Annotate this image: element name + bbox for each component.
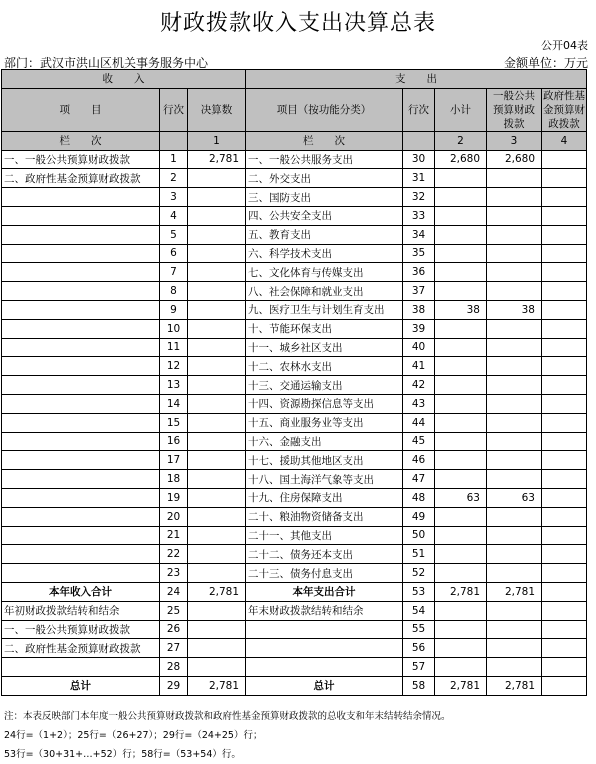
income-amount	[188, 545, 246, 564]
income-amount	[188, 319, 246, 338]
expense-subtotal	[435, 376, 487, 395]
expense-row-no: 49	[403, 507, 435, 526]
income-row-no: 3	[160, 188, 188, 207]
expense-row-no: 31	[403, 169, 435, 188]
expense-subtotal	[435, 526, 487, 545]
expense-subtotal	[435, 507, 487, 526]
expense-item: 年末财政拨款结转和结余	[246, 601, 403, 620]
expense-row-no: 32	[403, 188, 435, 207]
expense-gov-fund	[542, 526, 587, 545]
income-amount	[188, 413, 246, 432]
expense-row-no: 50	[403, 526, 435, 545]
income-item	[2, 188, 160, 207]
income-item	[2, 225, 160, 244]
table-row	[2, 620, 587, 639]
table-row	[2, 150, 587, 169]
income-item	[2, 319, 160, 338]
expense-general-budget	[487, 432, 542, 451]
expense-subtotal	[435, 432, 487, 451]
table-row	[2, 376, 587, 395]
income-amount: 2,781	[188, 150, 246, 169]
expense-item	[246, 620, 403, 639]
income-item: 总计	[2, 676, 160, 695]
expense-gov-fund	[542, 564, 587, 583]
expense-item: 十五、商业服务业等支出	[246, 413, 403, 432]
income-item: 二、政府性基金预算财政拨款	[2, 169, 160, 188]
report-title: 财政拨款收入支出决算总表	[159, 11, 436, 36]
expense-general-budget	[487, 169, 542, 188]
table-row	[2, 300, 587, 319]
expense-gov-fund	[542, 357, 587, 376]
table-row	[2, 357, 587, 376]
final-amount-header: 决算数	[188, 88, 246, 131]
expense-item: 六、科学技术支出	[246, 244, 403, 263]
expense-row-no: 53	[403, 582, 435, 601]
income-item	[2, 206, 160, 225]
expense-row-no: 56	[403, 639, 435, 658]
expense-gov-fund	[542, 601, 587, 620]
expense-row-no: 45	[403, 432, 435, 451]
table-row	[2, 582, 587, 601]
income-amount	[188, 488, 246, 507]
income-row-no: 21	[160, 526, 188, 545]
income-row-no: 14	[160, 394, 188, 413]
income-item	[2, 413, 160, 432]
department-label: 部门：武汉市洪山区机关事务服务中心	[4, 56, 209, 70]
income-amount	[188, 282, 246, 301]
expense-row-no: 30	[403, 150, 435, 169]
expense-row-no: 52	[403, 564, 435, 583]
gov-fund-header: 政府性基金预算财政拨款	[543, 89, 585, 130]
table-row	[2, 639, 587, 658]
budget-summary-table	[1, 69, 587, 696]
income-row-no: 2	[160, 169, 188, 188]
income-item	[2, 394, 160, 413]
expense-general-budget	[487, 451, 542, 470]
income-item: 本年收入合计	[2, 582, 160, 601]
expense-gov-fund	[542, 225, 587, 244]
expense-general-budget	[487, 282, 542, 301]
expense-row-no: 51	[403, 545, 435, 564]
expense-gov-fund	[542, 639, 587, 658]
table-row	[2, 507, 587, 526]
expense-gov-fund	[542, 545, 587, 564]
income-item: 一、一般公共预算财政拨款	[2, 150, 160, 169]
income-item	[2, 357, 160, 376]
table-row	[2, 432, 587, 451]
income-item	[2, 376, 160, 395]
expense-gov-fund	[542, 206, 587, 225]
expense-item: 十七、援助其他地区支出	[246, 451, 403, 470]
income-item	[2, 451, 160, 470]
amount-unit-label: 金额单位：万元	[503, 56, 588, 70]
income-amount	[188, 338, 246, 357]
column-index-3: 3	[487, 131, 542, 150]
expense-general-budget: 2,680	[487, 150, 542, 169]
table-row	[2, 206, 587, 225]
expense-gov-fund	[542, 413, 587, 432]
income-row-no: 17	[160, 451, 188, 470]
expense-subtotal	[435, 169, 487, 188]
expense-general-budget: 63	[487, 488, 542, 507]
expense-row-no: 43	[403, 394, 435, 413]
table-row	[2, 470, 587, 489]
income-item	[2, 488, 160, 507]
expense-item: 一、一般公共服务支出	[246, 150, 403, 169]
expense-subtotal: 38	[435, 300, 487, 319]
table-row	[2, 564, 587, 583]
income-row-no: 13	[160, 376, 188, 395]
income-amount	[188, 432, 246, 451]
item-header: 项 目	[2, 88, 160, 131]
income-amount	[188, 601, 246, 620]
income-row-no: 15	[160, 413, 188, 432]
table-row	[2, 319, 587, 338]
income-amount	[188, 188, 246, 207]
expense-general-budget	[487, 526, 542, 545]
expense-row-no: 34	[403, 225, 435, 244]
column-index-4: 4	[542, 131, 587, 150]
expense-subtotal	[435, 338, 487, 357]
expense-gov-fund	[542, 620, 587, 639]
table-row	[2, 338, 587, 357]
table-row	[2, 413, 587, 432]
income-row-no: 26	[160, 620, 188, 639]
expense-general-budget: 2,781	[487, 582, 542, 601]
income-amount: 2,781	[188, 582, 246, 601]
income-item: 一、一般公共预算财政拨款	[2, 620, 160, 639]
column-label: 栏 次	[2, 131, 160, 150]
expense-subtotal	[435, 658, 487, 677]
expense-general-budget	[487, 413, 542, 432]
income-item	[2, 432, 160, 451]
expense-item: 十四、资源勘探信息等支出	[246, 394, 403, 413]
income-row-no: 5	[160, 225, 188, 244]
expense-general-budget	[487, 188, 542, 207]
income-row-no: 7	[160, 263, 188, 282]
expense-general-budget	[487, 507, 542, 526]
income-amount: 2,781	[188, 676, 246, 695]
income-amount	[188, 451, 246, 470]
expense-gov-fund	[542, 658, 587, 677]
expense-general-budget	[487, 319, 542, 338]
column-label-blank	[160, 131, 188, 150]
expense-gov-fund	[542, 507, 587, 526]
income-amount	[188, 394, 246, 413]
income-row-no: 12	[160, 357, 188, 376]
expense-gov-fund	[542, 300, 587, 319]
expense-item: 十六、金融支出	[246, 432, 403, 451]
table-row	[2, 545, 587, 564]
income-row-no: 6	[160, 244, 188, 263]
table-row	[2, 488, 587, 507]
expense-row-no: 54	[403, 601, 435, 620]
expense-row-no: 39	[403, 319, 435, 338]
functional-item-header: 项目（按功能分类）	[246, 88, 403, 131]
expense-subtotal	[435, 282, 487, 301]
income-row-no: 24	[160, 582, 188, 601]
expense-row-no: 38	[403, 300, 435, 319]
expense-general-budget	[487, 639, 542, 658]
form-code: 公开04表	[541, 39, 588, 52]
income-item	[2, 300, 160, 319]
income-amount	[188, 244, 246, 263]
table-row	[2, 263, 587, 282]
income-row-no: 9	[160, 300, 188, 319]
expense-row-no: 55	[403, 620, 435, 639]
income-amount	[188, 169, 246, 188]
note-line: 注：本表反映部门本年度一般公共预算财政拨款和政府性基金预算财政拨款的总收支和年末结转结余情况。	[4, 711, 451, 722]
income-amount	[188, 658, 246, 677]
expense-general-budget	[487, 357, 542, 376]
income-row-no: 28	[160, 658, 188, 677]
income-item	[2, 263, 160, 282]
table-row	[2, 225, 587, 244]
income-row-no: 18	[160, 470, 188, 489]
expense-item: 总计	[246, 676, 403, 695]
row-no-header: 行次	[160, 88, 188, 131]
income-item	[2, 470, 160, 489]
expense-general-budget	[487, 338, 542, 357]
expense-item	[246, 639, 403, 658]
column-label-blank-2	[403, 131, 435, 150]
income-amount	[188, 470, 246, 489]
expense-general-budget: 38	[487, 300, 542, 319]
expense-row-no: 58	[403, 676, 435, 695]
column-index-2: 2	[435, 131, 487, 150]
expense-subtotal	[435, 470, 487, 489]
expense-gov-fund	[542, 488, 587, 507]
expense-general-budget	[487, 564, 542, 583]
column-label-2: 栏 次	[246, 131, 403, 150]
expense-general-budget	[487, 601, 542, 620]
income-row-no: 10	[160, 319, 188, 338]
table-row	[2, 244, 587, 263]
expense-gov-fund	[542, 169, 587, 188]
income-row-no: 25	[160, 601, 188, 620]
expense-row-no: 44	[403, 413, 435, 432]
expense-subtotal	[435, 413, 487, 432]
table-row	[2, 676, 587, 695]
expense-item: 二十、粮油物资储备支出	[246, 507, 403, 526]
expense-row-no: 36	[403, 263, 435, 282]
income-item	[2, 244, 160, 263]
income-row-no: 11	[160, 338, 188, 357]
expense-general-budget	[487, 244, 542, 263]
expense-row-no: 33	[403, 206, 435, 225]
table-row	[2, 188, 587, 207]
expense-general-budget	[487, 394, 542, 413]
expense-item: 三、国防支出	[246, 188, 403, 207]
expense-item: 七、文化体育与传媒支出	[246, 263, 403, 282]
expense-subtotal	[435, 206, 487, 225]
income-item	[2, 564, 160, 583]
income-item	[2, 545, 160, 564]
expense-row-no: 40	[403, 338, 435, 357]
income-item	[2, 338, 160, 357]
expense-general-budget	[487, 545, 542, 564]
expense-gov-fund	[542, 470, 587, 489]
expense-gov-fund	[542, 244, 587, 263]
income-amount	[188, 263, 246, 282]
expense-subtotal	[435, 394, 487, 413]
income-item	[2, 526, 160, 545]
income-amount	[188, 526, 246, 545]
expense-item: 二十三、债务付息支出	[246, 564, 403, 583]
expense-general-budget: 2,781	[487, 676, 542, 695]
income-row-no: 27	[160, 639, 188, 658]
expense-subtotal	[435, 545, 487, 564]
expense-gov-fund	[542, 150, 587, 169]
expense-item: 十二、农林水支出	[246, 357, 403, 376]
note-line: 53行=（30+31+…+52）行；58行=（53+54）行。	[4, 749, 241, 760]
expense-subtotal	[435, 188, 487, 207]
expense-gov-fund	[542, 394, 587, 413]
expense-item: 二十二、债务还本支出	[246, 545, 403, 564]
expense-item: 本年支出合计	[246, 582, 403, 601]
expense-row-no: 41	[403, 357, 435, 376]
expense-general-budget	[487, 206, 542, 225]
expense-subtotal	[435, 225, 487, 244]
income-item	[2, 282, 160, 301]
expense-subtotal	[435, 244, 487, 263]
expense-subtotal	[435, 601, 487, 620]
income-amount	[188, 639, 246, 658]
expense-row-no: 35	[403, 244, 435, 263]
expense-subtotal	[435, 620, 487, 639]
income-row-no: 4	[160, 206, 188, 225]
income-header: 收 入	[2, 70, 246, 89]
income-amount	[188, 507, 246, 526]
expense-gov-fund	[542, 188, 587, 207]
income-row-no: 20	[160, 507, 188, 526]
income-row-no: 22	[160, 545, 188, 564]
expense-subtotal: 63	[435, 488, 487, 507]
expense-subtotal: 2,781	[435, 582, 487, 601]
expense-subtotal: 2,781	[435, 676, 487, 695]
table-notes	[4, 707, 451, 764]
expense-gov-fund	[542, 338, 587, 357]
expense-subtotal	[435, 639, 487, 658]
income-amount	[188, 376, 246, 395]
subtotal-header: 小计	[435, 88, 487, 131]
income-item: 年初财政拨款结转和结余	[2, 601, 160, 620]
note-line: 24行=（1+2）；25行=（26+27）；29行=（24+25）行；	[4, 730, 263, 741]
expense-item: 八、社会保障和就业支出	[246, 282, 403, 301]
expense-row-no: 57	[403, 658, 435, 677]
expense-gov-fund	[542, 376, 587, 395]
expense-item: 十一、城乡社区支出	[246, 338, 403, 357]
expense-subtotal	[435, 564, 487, 583]
expense-gov-fund	[542, 451, 587, 470]
income-amount	[188, 564, 246, 583]
expense-item: 二、外交支出	[246, 169, 403, 188]
table-row	[2, 601, 587, 620]
income-item: 二、政府性基金预算财政拨款	[2, 639, 160, 658]
table-row	[2, 394, 587, 413]
expense-gov-fund	[542, 282, 587, 301]
expense-gov-fund	[542, 432, 587, 451]
income-amount	[188, 620, 246, 639]
income-amount	[188, 225, 246, 244]
expense-item: 十九、住房保障支出	[246, 488, 403, 507]
table-row	[2, 526, 587, 545]
income-amount	[188, 300, 246, 319]
expense-header: 支 出	[246, 70, 587, 89]
general-budget-header: 一般公共预算财政拨款	[487, 88, 542, 131]
income-row-no: 29	[160, 676, 188, 695]
expense-subtotal	[435, 319, 487, 338]
expense-item	[246, 658, 403, 677]
expense-gov-fund	[542, 319, 587, 338]
income-amount	[188, 357, 246, 376]
expense-item: 五、教育支出	[246, 225, 403, 244]
income-item	[2, 507, 160, 526]
income-item	[2, 658, 160, 677]
expense-row-no: 42	[403, 376, 435, 395]
income-row-no: 1	[160, 150, 188, 169]
expense-gov-fund	[542, 676, 587, 695]
income-row-no: 23	[160, 564, 188, 583]
expense-general-budget	[487, 225, 542, 244]
column-index-1: 1	[188, 131, 246, 150]
expense-general-budget	[487, 620, 542, 639]
table-row	[2, 658, 587, 677]
table-row	[2, 282, 587, 301]
expense-gov-fund	[542, 263, 587, 282]
expense-row-no: 47	[403, 470, 435, 489]
expense-item: 四、公共安全支出	[246, 206, 403, 225]
expense-row-no: 46	[403, 451, 435, 470]
row-no-header-2: 行次	[403, 88, 435, 131]
table-row	[2, 169, 587, 188]
expense-general-budget	[487, 376, 542, 395]
income-row-no: 8	[160, 282, 188, 301]
income-row-no: 19	[160, 488, 188, 507]
expense-row-no: 48	[403, 488, 435, 507]
expense-general-budget	[487, 658, 542, 677]
expense-subtotal	[435, 357, 487, 376]
expense-row-no: 37	[403, 282, 435, 301]
expense-item: 十三、交通运输支出	[246, 376, 403, 395]
expense-subtotal	[435, 263, 487, 282]
income-row-no: 16	[160, 432, 188, 451]
expense-subtotal	[435, 451, 487, 470]
income-amount	[188, 206, 246, 225]
expense-general-budget	[487, 263, 542, 282]
expense-general-budget	[487, 470, 542, 489]
expense-item: 二十一、其他支出	[246, 526, 403, 545]
table-row	[2, 451, 587, 470]
expense-item: 十、节能环保支出	[246, 319, 403, 338]
expense-subtotal: 2,680	[435, 150, 487, 169]
expense-gov-fund	[542, 582, 587, 601]
expense-item: 九、医疗卫生与计划生育支出	[246, 300, 403, 319]
expense-item: 十八、国土海洋气象等支出	[246, 470, 403, 489]
